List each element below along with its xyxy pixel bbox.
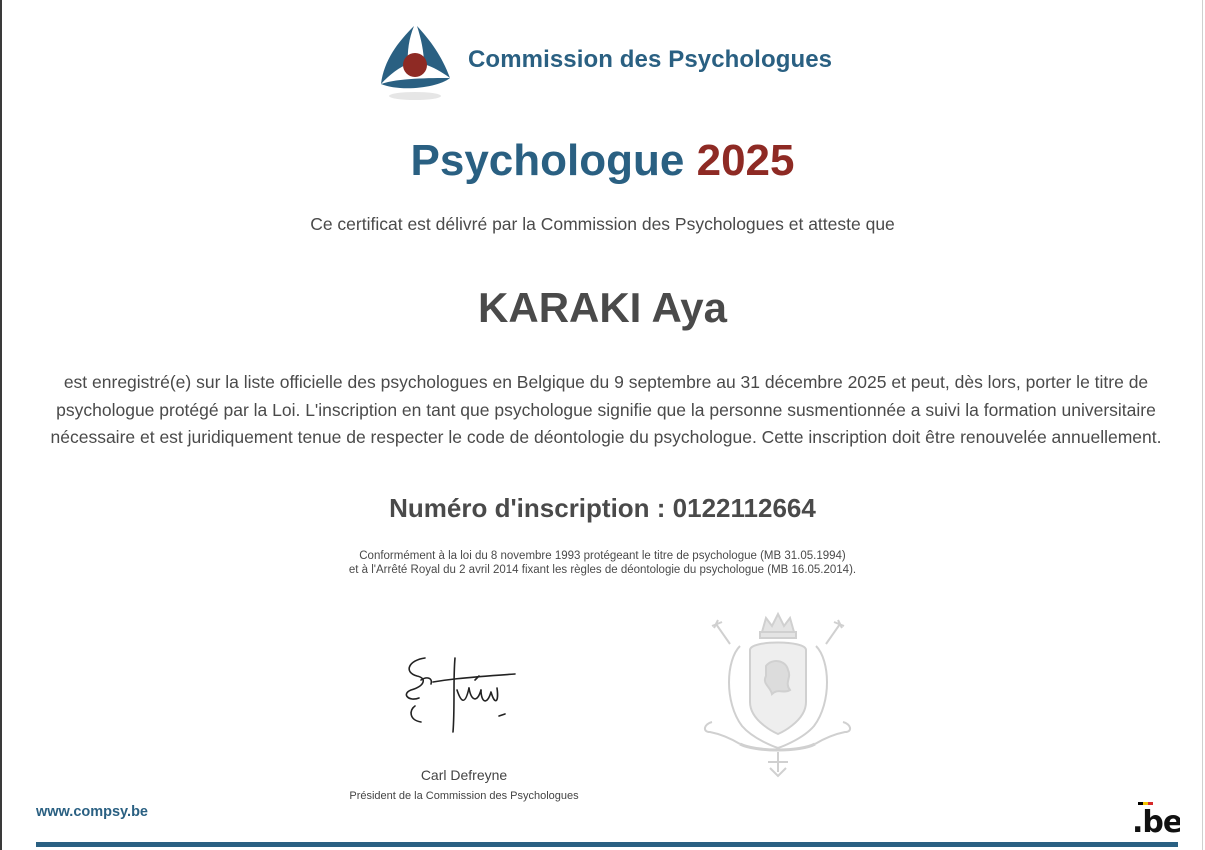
legal-line-1: Conformément à la loi du 8 novembre 1993 protégeant le titre de psychologue (MB 31.05.1994) [359, 550, 846, 562]
certificate-title [0, 133, 1205, 189]
website-link[interactable]: www.compsy.be [36, 804, 148, 820]
org-name: Commission des Psychologues [468, 46, 833, 73]
be-logo-icon [1132, 800, 1180, 838]
title-year: 2025 [696, 136, 795, 185]
title-word: Psychologue [410, 136, 685, 185]
bottom-divider [36, 842, 1178, 847]
registration-number: Numéro d'inscription : 0122112664 [389, 493, 816, 523]
legal-line-2: et à l'Arrêté Royal du 2 avril 2014 fixant les règles de déontologie du psychologue (MB 16.05.2014). [348, 564, 857, 576]
handwritten-signature [395, 650, 525, 740]
be-logo-text: .be [1132, 805, 1180, 838]
signer-role: Président de la Commission des Psychologues [349, 790, 579, 802]
commission-logo-icon [378, 22, 454, 106]
signer-name: Carl Defreyne [420, 767, 508, 783]
legal-notice [0, 549, 1205, 577]
holder-name: KARAKI Aya [478, 284, 727, 331]
belgian-coat-of-arms [700, 610, 855, 778]
body-text: est enregistré(e) sur la liste officielle des psychologues en Belgique du 9 septembre au 31 décembre 2025 et peut, dès lors, porter le titre de psychologue protégé par la Loi. L'inscription en tant que psychologue signifie que la personne susmentionnée a suivi la formation universitaire nécessaire et est juridiquement tenue de respecter le code de déontologie du psychologue. Cette inscription doit être renouvelée annuellement. [50, 372, 1162, 447]
intro-text: Ce certificat est délivré par la Commission des Psychologues et atteste que [310, 214, 895, 234]
header [378, 22, 832, 106]
